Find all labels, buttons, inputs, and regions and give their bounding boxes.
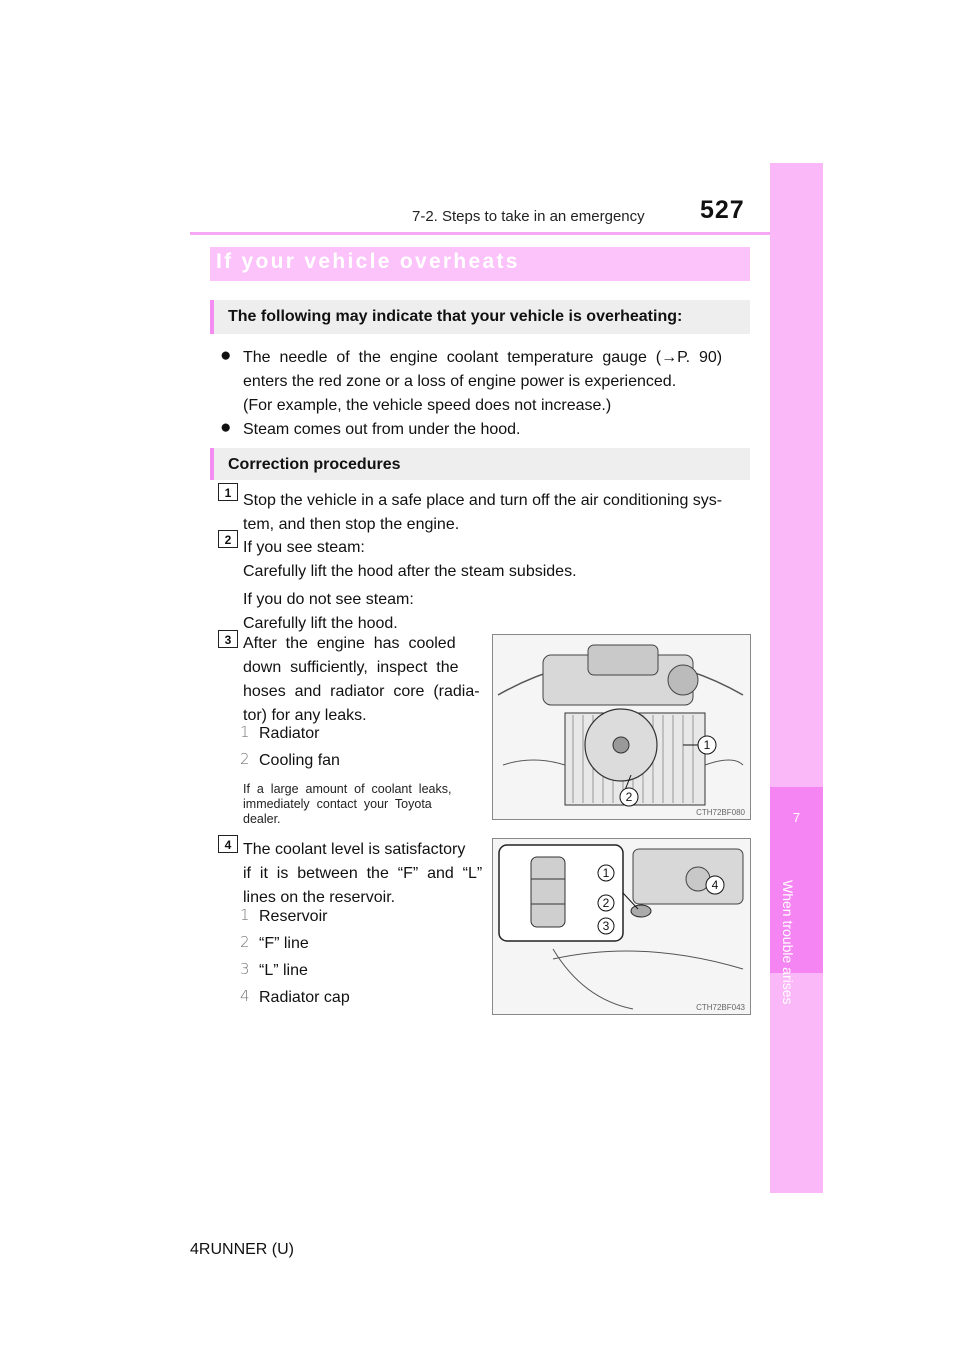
step-3-line-4: tor) for any leaks.: [243, 707, 367, 724]
step-3-badge: 3: [218, 630, 238, 648]
step-4-badge: 4: [218, 835, 238, 853]
step-1-badge: 1: [218, 483, 238, 501]
fig2-callout-2: 2: [602, 896, 610, 910]
step-1-line-1: Stop the vehicle in a safe place and turn off the air conditioning sys-: [243, 492, 723, 509]
step-4-item-f-line: “F” line: [259, 935, 309, 952]
chapter-label: When trouble arises: [780, 880, 796, 1005]
step-2-line-3: If you do not see steam:: [243, 591, 414, 608]
fan-hub: [613, 737, 629, 753]
fig1-callout-2: 2: [625, 790, 633, 804]
fig1-code: CTH72BF080: [696, 808, 745, 817]
footer-model: 4RUNNER (U): [190, 1241, 294, 1258]
fig2-callout-3: 3: [602, 919, 610, 933]
fig2-code: CTH72BF043: [696, 1003, 745, 1012]
step-3-note-line-3: dealer.: [243, 812, 281, 826]
step-3-note-line-1: If a large amount of coolant leaks,: [243, 782, 452, 796]
fig2-callout-1: 1: [602, 866, 610, 880]
section-header: 7-2. Steps to take in an emergency: [412, 208, 645, 225]
reservoir-tank: [531, 857, 565, 927]
step-4-item-radiator-cap: Radiator cap: [259, 989, 350, 1006]
step-4-line-2: if it is between the “F” and “L”: [243, 865, 483, 882]
callout-number: 2: [240, 933, 250, 951]
bullet-icon: ●: [220, 417, 232, 438]
indicator-item-1-line-3: (For example, the vehicle speed does not increase.): [243, 397, 612, 414]
indicator-item-1-line-1: The needle of the engine coolant temperature gauge (→P. 90): [243, 349, 723, 366]
step-3-item-radiator: Radiator: [259, 725, 320, 742]
callout-number: 1: [240, 723, 250, 741]
bullet-icon: ●: [220, 345, 232, 366]
step-2-line-1: If you see steam:: [243, 539, 365, 556]
step-3-note-line-2: immediately contact your Toyota: [243, 797, 432, 811]
step-2-line-4: Carefully lift the hood.: [243, 615, 398, 632]
callout-number: 4: [240, 987, 250, 1005]
step-4-item-reservoir: Reservoir: [259, 908, 328, 925]
fig2-callout-4: 4: [711, 878, 719, 892]
callout-number: 1: [240, 906, 250, 924]
page-number: 527: [700, 196, 745, 224]
chapter-number: 7: [792, 810, 801, 825]
step-4-item-l-line: “L” line: [259, 962, 308, 979]
indicators-heading: The following may indicate that your vehicle is overheating:: [210, 300, 750, 334]
indicator-item-1-line-2: enters the red zone or a loss of engine power is experienced.: [243, 373, 677, 390]
step-2-badge: 2: [218, 530, 238, 548]
step-3-line-2: down sufficiently, inspect the: [243, 659, 459, 676]
arrow-icon: →: [661, 349, 678, 366]
fig1-callout-1: 1: [703, 738, 711, 752]
step-2-line-2: Carefully lift the hood after the steam subsides.: [243, 563, 577, 580]
step-3-item-cooling-fan: Cooling fan: [259, 752, 340, 769]
header-rule: [190, 232, 823, 235]
callout-number: 3: [240, 960, 250, 978]
step-1-line-2: tem, and then stop the engine.: [243, 516, 460, 533]
step-3-line-1: After the engine has cooled: [243, 635, 456, 652]
step-4-line-3: lines on the reservoir.: [243, 889, 396, 906]
page-title: If your vehicle overheats: [216, 250, 520, 273]
radiator-cap: [631, 905, 651, 917]
intake-cover: [588, 645, 658, 675]
chapter-side-tab: [770, 163, 823, 1193]
reservoir-figure: [492, 838, 751, 1015]
procedures-heading: Correction procedures: [210, 448, 750, 480]
indicator-item-2: Steam comes out from under the hood.: [243, 421, 521, 438]
radiator-figure: [492, 634, 751, 820]
battery: [668, 665, 698, 695]
step-4-line-1: The coolant level is satisfactory: [243, 841, 466, 858]
callout-number: 2: [240, 750, 250, 768]
step-3-line-3: hoses and radiator core (radia-: [243, 683, 480, 700]
